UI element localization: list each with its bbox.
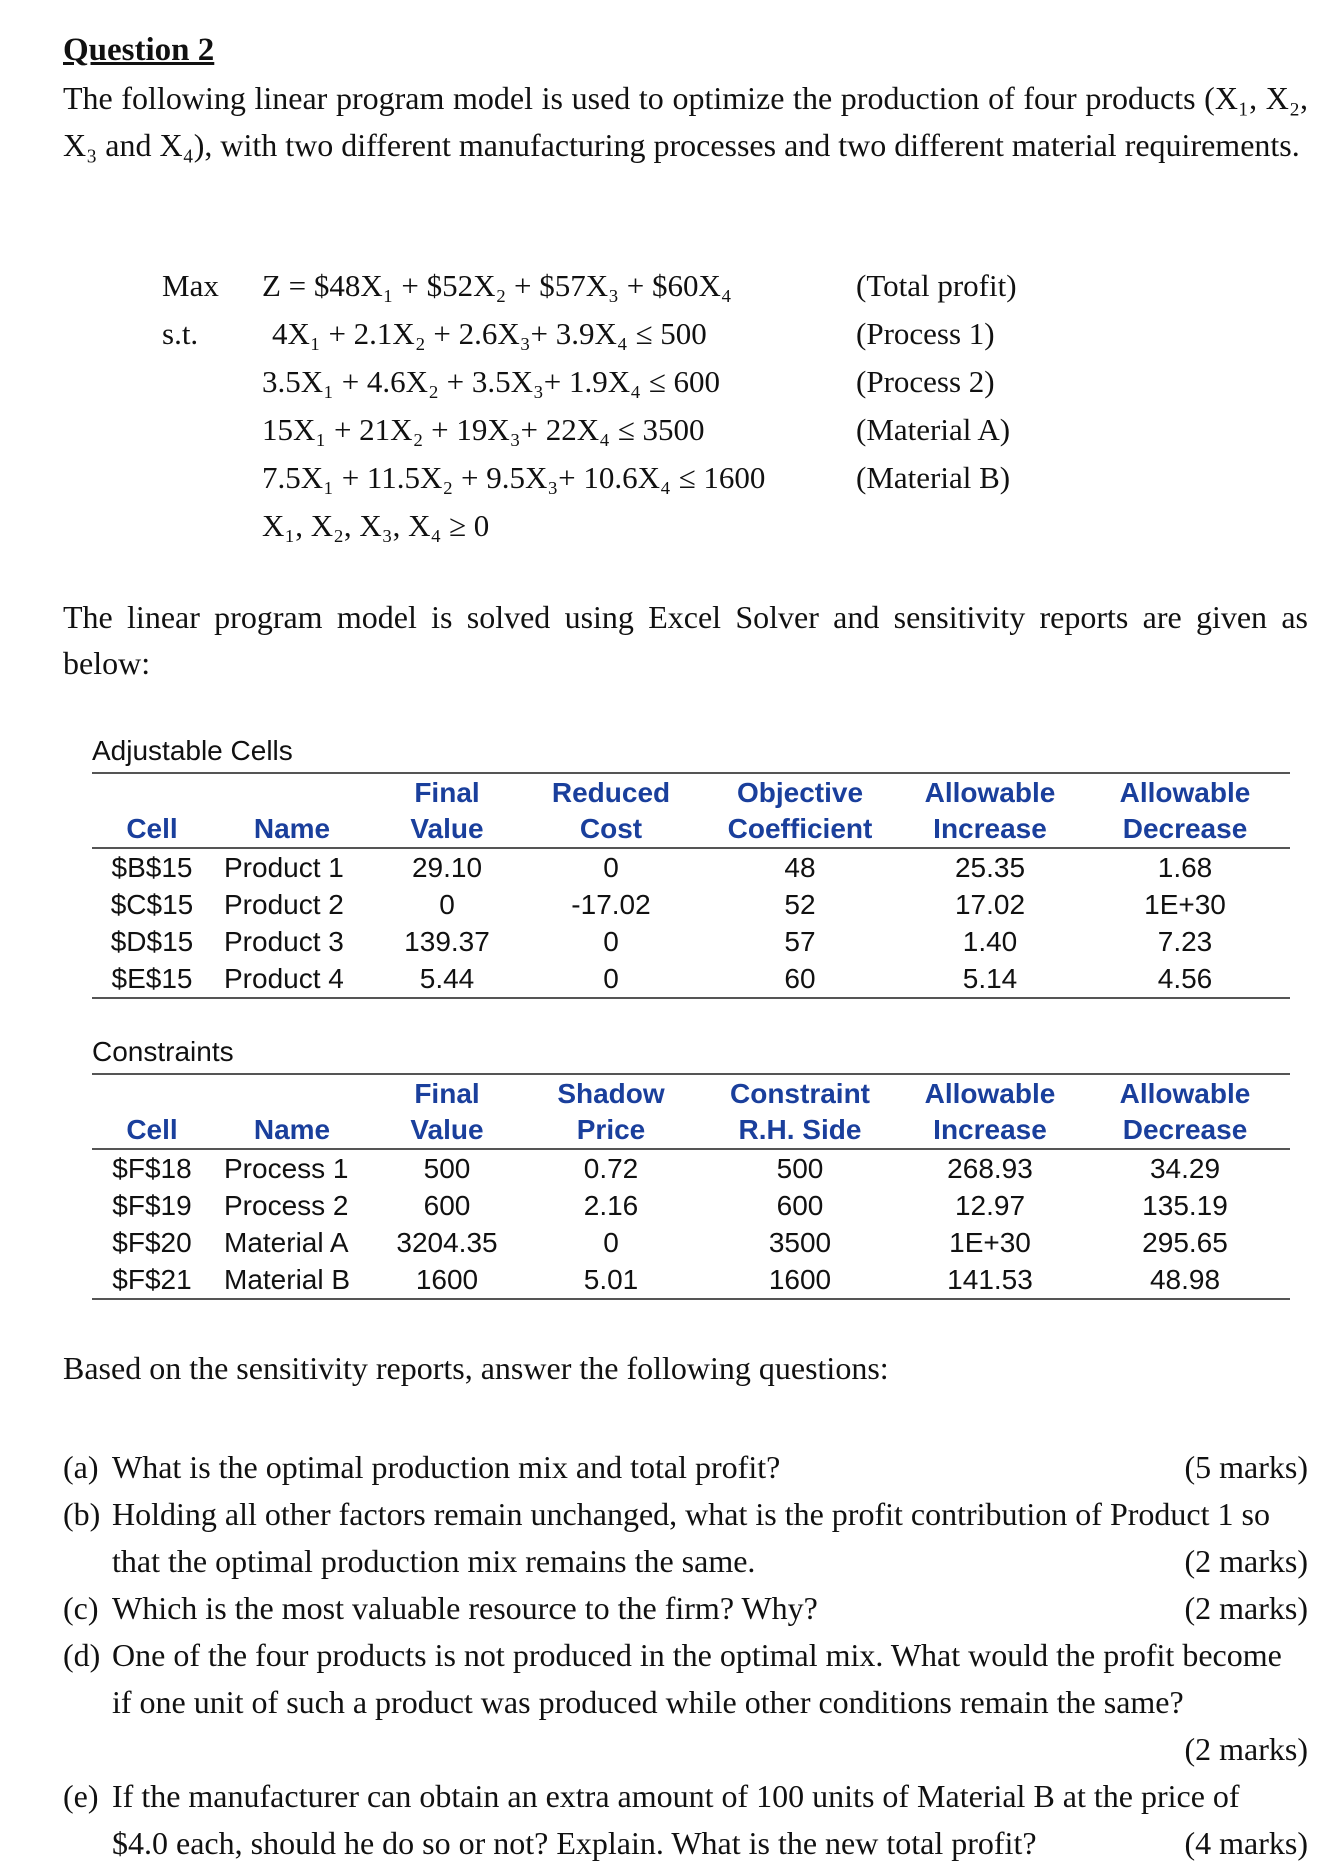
cell-ref: $E$15 — [92, 960, 212, 998]
constraint-note: (Material A) — [856, 412, 1011, 447]
question-text: Which is the most valuable resource to the firm? Why? — [112, 1590, 818, 1626]
question-text: If the manufacturer can obtain an extra amount of 100 units of Material B at the price of — [112, 1778, 1240, 1814]
question-text: $4.0 each, should he do so or not? Explain. What is the new total profit? — [112, 1825, 1037, 1861]
question-text: What is the optimal production mix and total profit? — [112, 1449, 781, 1485]
final-value: 139.37 — [404, 926, 490, 957]
column-header: Increase — [900, 811, 1080, 848]
shadow-price: 2.16 — [583, 1190, 639, 1221]
table-header-row — [92, 1074, 1290, 1112]
objective-coefficient: 48 — [784, 852, 816, 883]
cell-name: Material A — [224, 1227, 349, 1258]
cell-name: Product 1 — [224, 852, 344, 883]
column-header: Cell — [92, 811, 212, 848]
table-header-row — [92, 773, 1290, 811]
objective-coefficient: 57 — [784, 926, 816, 957]
constraint-rhs: 600 — [776, 1190, 824, 1221]
column-header: Final — [372, 1074, 522, 1112]
question-label: (b) — [63, 1496, 101, 1532]
objective-coefficient: 52 — [784, 889, 816, 920]
column-header — [212, 1074, 372, 1112]
column-header: Allowable — [900, 1074, 1080, 1112]
allowable-increase: 25.35 — [954, 852, 1026, 883]
question-title: Question 2 — [63, 32, 215, 68]
constraint-note: (Process 2) — [856, 364, 995, 399]
column-header: Reduced — [522, 773, 700, 811]
question-label: (e) — [63, 1778, 99, 1814]
allowable-increase: 1E+30 — [949, 1227, 1031, 1258]
allowable-increase: 268.93 — [947, 1153, 1033, 1184]
constraint-process-1: 4X₁ + 2.1X₂ + 2.6X₃+ 3.9X₄ ≤ 500 — [272, 316, 707, 351]
table-row — [92, 1224, 1290, 1261]
constraint-material-b: 7.5X₁ + 11.5X₂ + 9.5X₃+ 10.6X₄ ≤ 1600 — [262, 460, 766, 495]
question-c — [63, 1585, 1308, 1632]
objective-coefficient: 60 — [700, 960, 900, 998]
objective-note: (Total profit) — [856, 268, 1017, 303]
column-header: Increase — [900, 1112, 1080, 1149]
constraints-title: Constraints — [92, 1036, 234, 1067]
cell-ref: $F$18 — [112, 1153, 192, 1184]
cell-ref: $C$15 — [110, 889, 194, 920]
cell-name: Product 4 — [212, 960, 372, 998]
nonnegativity-constraint: X₁, X₂, X₃, X₄ ≥ 0 — [262, 508, 490, 543]
allowable-decrease: 135.19 — [1142, 1190, 1228, 1221]
question-text: if one unit of such a product was produced while other conditions remain the same? — [112, 1684, 1184, 1720]
column-header: Shadow — [522, 1074, 700, 1112]
allowable-decrease: 7.23 — [1157, 926, 1213, 957]
constraint-rhs: 1600 — [700, 1261, 900, 1299]
allowable-increase: 17.02 — [954, 889, 1026, 920]
final-value: 600 — [423, 1190, 471, 1221]
table-row — [92, 1261, 1290, 1299]
allowable-increase: 12.97 — [954, 1190, 1026, 1221]
intro-paragraph: The following linear program model is used to optimize the production of four products (X₁, X₂, X₃ and X₄), with two different manufacturing processes and two different material requirements. — [63, 80, 1308, 163]
column-header: Allowable — [1080, 1074, 1290, 1112]
constraint-process-2: 3.5X₁ + 4.6X₂ + 3.5X₃+ 1.9X₄ ≤ 600 — [262, 364, 720, 399]
question-marks: (2 marks) — [1184, 1590, 1308, 1626]
constraint-material-a: 15X₁ + 21X₂ + 19X₃+ 22X₄ ≤ 3500 — [262, 412, 705, 447]
constraint-note: (Material B) — [856, 460, 1011, 495]
question-d — [63, 1632, 1308, 1773]
column-header: R.H. Side — [700, 1112, 900, 1149]
cell-name: Product 3 — [224, 926, 344, 957]
column-header: Name — [212, 811, 372, 848]
question-e — [63, 1773, 1308, 1867]
shadow-price: 0 — [603, 1227, 619, 1258]
allowable-decrease: 48.98 — [1080, 1261, 1290, 1299]
column-header — [212, 773, 372, 811]
column-header: Value — [372, 811, 522, 848]
adjustable-cells-table — [92, 772, 1290, 999]
question-label: (d) — [63, 1637, 101, 1673]
table-row — [92, 923, 1290, 960]
final-value: 0 — [439, 889, 455, 920]
final-value: 29.10 — [411, 852, 483, 883]
cell-name: Process 2 — [224, 1190, 349, 1221]
st-label: s.t. — [162, 316, 199, 351]
question-marks: (2 marks) — [1184, 1543, 1308, 1579]
table-header-row — [92, 1112, 1290, 1149]
allowable-increase: 1.40 — [962, 926, 1018, 957]
final-value: 3204.35 — [396, 1227, 498, 1258]
questions-intro: Based on the sensitivity reports, answer the following questions: — [63, 1350, 889, 1386]
cell-ref: $B$15 — [111, 852, 193, 883]
allowable-increase: 141.53 — [900, 1261, 1080, 1299]
cell-ref: $F$21 — [92, 1261, 212, 1299]
table-row — [92, 1187, 1290, 1224]
adjustable-cells-title: Adjustable Cells — [92, 735, 293, 766]
column-header: Decrease — [1080, 1112, 1290, 1149]
solver-paragraph: The linear program model is solved using Excel Solver and sensitivity reports are given as below: — [63, 599, 1308, 681]
reduced-cost: 0 — [522, 960, 700, 998]
allowable-increase: 5.14 — [900, 960, 1080, 998]
column-header — [92, 773, 212, 811]
question-text: that the optimal production mix remains the same. — [112, 1543, 756, 1579]
column-header: Objective — [700, 773, 900, 811]
table-row — [92, 848, 1290, 886]
question-label: (a) — [63, 1449, 99, 1485]
column-header: Cost — [522, 811, 700, 848]
shadow-price: 5.01 — [522, 1261, 700, 1299]
table-row — [92, 960, 1290, 998]
allowable-decrease: 295.65 — [1142, 1227, 1228, 1258]
column-header: Cell — [92, 1112, 212, 1149]
table-row — [92, 1149, 1290, 1187]
allowable-decrease: 34.29 — [1149, 1153, 1221, 1184]
question-b — [63, 1491, 1308, 1585]
column-header: Allowable — [900, 773, 1080, 811]
question-text: One of the four products is not produced in the optimal mix. What would the profit become — [112, 1637, 1282, 1673]
allowable-decrease: 1.68 — [1157, 852, 1213, 883]
question-label: (c) — [63, 1590, 99, 1626]
question-text: Holding all other factors remain unchanged, what is the profit contribution of Product 1 so — [112, 1496, 1270, 1532]
objective-function: Z = $48X₁ + $52X₂ + $57X₃ + $60X₄ — [262, 268, 732, 303]
allowable-decrease: 4.56 — [1080, 960, 1290, 998]
column-header — [92, 1074, 212, 1112]
question-a — [63, 1444, 1308, 1491]
max-label: Max — [162, 268, 219, 303]
reduced-cost: 0 — [603, 852, 619, 883]
column-header: Name — [212, 1112, 372, 1149]
cell-ref: $F$20 — [112, 1227, 192, 1258]
cell-name: Material B — [212, 1261, 372, 1299]
cell-name: Product 2 — [224, 889, 344, 920]
table-row — [92, 886, 1290, 923]
question-marks: (5 marks) — [1184, 1449, 1308, 1485]
cell-ref: $F$19 — [112, 1190, 192, 1221]
column-header: Price — [522, 1112, 700, 1149]
column-header: Allowable — [1080, 773, 1290, 811]
final-value: 5.44 — [372, 960, 522, 998]
final-value: 1600 — [372, 1261, 522, 1299]
constraint-rhs: 3500 — [768, 1227, 832, 1258]
reduced-cost: 0 — [603, 926, 619, 957]
allowable-decrease: 1E+30 — [1144, 889, 1226, 920]
constraint-rhs: 500 — [776, 1153, 824, 1184]
final-value: 500 — [423, 1153, 471, 1184]
column-header: Coefficient — [700, 811, 900, 848]
constraint-note: (Process 1) — [856, 316, 995, 351]
question-marks: (4 marks) — [1184, 1825, 1308, 1861]
column-header: Value — [372, 1112, 522, 1149]
column-header: Constraint — [700, 1074, 900, 1112]
question-marks: (2 marks) — [1184, 1731, 1308, 1767]
reduced-cost: -17.02 — [571, 889, 651, 920]
constraints-table — [92, 1073, 1290, 1300]
column-header: Decrease — [1080, 811, 1290, 848]
shadow-price: 0.72 — [583, 1153, 639, 1184]
column-header: Final — [372, 773, 522, 811]
cell-ref: $D$15 — [110, 926, 194, 957]
table-header-row — [92, 811, 1290, 848]
cell-name: Process 1 — [224, 1153, 349, 1184]
